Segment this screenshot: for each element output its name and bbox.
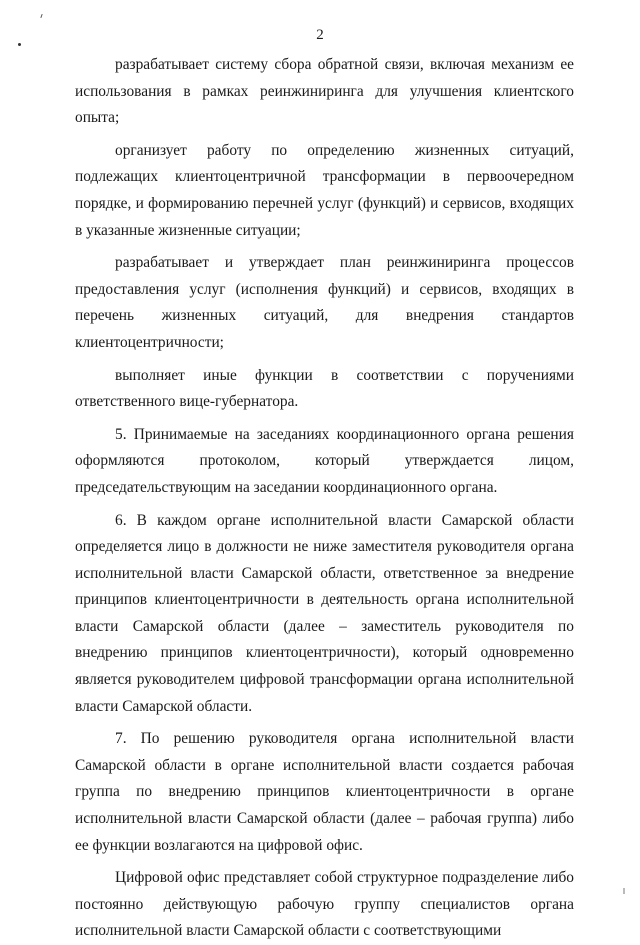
document-body (75, 52, 574, 945)
scan-mark (623, 888, 625, 894)
paragraph: Цифровой офис представляет собой структурное подразделение либо постоянно действующую рабочую группу специалистов органа исполнительной власти Самарской области с соответствующими (75, 869, 574, 940)
paragraph: 7. По решению руководителя органа исполнительной власти Самарской области в органе исполнительной власти создается рабочая группа по внедрению принципов клиентоцентричности в органе исполнительной власти Самарской области (далее – рабочая группа) либо ее функции возлагаются на цифровой офис. (75, 730, 574, 854)
paragraph: разрабатывает систему сбора обратной связи, включая механизм ее использования в рамках реинжиниринга для улучшения клиентского опыта; (75, 56, 574, 127)
paragraph: разрабатывает и утверждает план реинжиниринга процессов предоставления услуг (исполнения функций) и сервисов, входящих в перечень жизненных ситуаций, для внедрения стандартов клиентоцентричности; (75, 254, 574, 351)
scan-mark (40, 14, 42, 18)
page-number: 2 (316, 27, 324, 43)
paragraph: выполняет иные функции в соответствии с поручениями ответственного вице-губернатора. (75, 366, 574, 411)
paragraph: 5. Принимаемые на заседаниях координационного органа решения оформляются протоколом, который утверждается лицом, председательствующим на заседании координационного органа. (75, 425, 574, 496)
paragraph: 6. В каждом органе исполнительной власти Самарской области определяется лицо в должности не ниже заместителя руководителя органа исполнительной власти Самарской области, ответственное за внедрение принципов клиентоцентричности в деятельность органа исполнительной власти Самарской области (далее – заместитель руководителя по внедрению принципов клиентоцентричности), который одновременно является руководителем цифровой трансформации органа исполнительной власти Самарской области. (75, 511, 574, 715)
paragraph: организует работу по определению жизненных ситуаций, подлежащих клиентоцентричной трансформации в первоочередном порядке, и формированию перечней услуг (функций) и сервисов, входящих в указанные жизненные ситуации; (75, 141, 574, 239)
